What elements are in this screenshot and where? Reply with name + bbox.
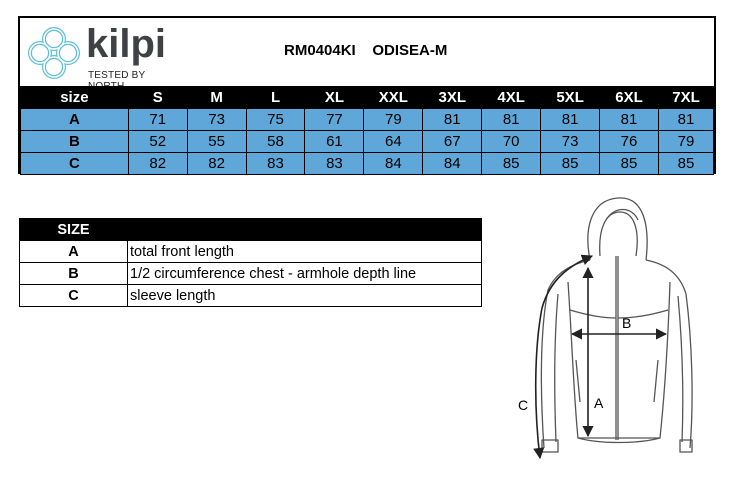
- size-col-header: XXL: [364, 87, 423, 109]
- list-item: [20, 263, 482, 285]
- size-header-row: [21, 87, 714, 109]
- legend-description: sleeve length: [128, 285, 482, 307]
- table-row: [21, 131, 714, 153]
- table-cell: 64: [364, 131, 423, 153]
- row-label: A: [21, 109, 129, 131]
- product-code: RM0404KI: [284, 42, 356, 59]
- table-cell: 85: [658, 153, 713, 175]
- table-cell: 85: [600, 153, 659, 175]
- header-band: [20, 18, 714, 86]
- legend-header-blank: [128, 219, 482, 241]
- table-cell: 76: [600, 131, 659, 153]
- table-cell: 82: [187, 153, 246, 175]
- table-cell: 52: [128, 131, 187, 153]
- table-cell: 79: [658, 131, 713, 153]
- size-col-header: 6XL: [600, 87, 659, 109]
- size-col-header: 3XL: [423, 87, 482, 109]
- table-cell: 81: [600, 109, 659, 131]
- table-cell: 75: [246, 109, 305, 131]
- size-col-header: 7XL: [658, 87, 713, 109]
- table-cell: 58: [246, 131, 305, 153]
- measure-b-label: B: [622, 315, 632, 331]
- table-cell: 67: [423, 131, 482, 153]
- legend-label: B: [20, 263, 128, 285]
- row-label: C: [21, 153, 129, 175]
- measure-c-label: C: [518, 397, 529, 413]
- table-cell: 61: [305, 131, 364, 153]
- table-cell: 82: [128, 153, 187, 175]
- legend-header: SIZE: [20, 219, 128, 241]
- measure-a-label: A: [594, 395, 604, 411]
- table-cell: 79: [364, 109, 423, 131]
- table-cell: 55: [187, 131, 246, 153]
- size-col-header: M: [187, 87, 246, 109]
- table-row: [21, 109, 714, 131]
- legend-label: C: [20, 285, 128, 307]
- size-col-header: XL: [305, 87, 364, 109]
- product-name: ODISEA-M: [372, 42, 448, 59]
- table-cell: 84: [423, 153, 482, 175]
- size-header-label: size: [21, 87, 129, 109]
- legend-description: 1/2 circumference chest - armhole depth line: [128, 263, 482, 285]
- product-title: [284, 42, 447, 59]
- measurement-legend: [19, 218, 482, 307]
- legend-label: A: [20, 241, 128, 263]
- legend-header-row: [20, 219, 482, 241]
- size-col-header: L: [246, 87, 305, 109]
- table-cell: 83: [246, 153, 305, 175]
- list-item: [20, 285, 482, 307]
- size-grid: [20, 86, 714, 175]
- jacket-diagram: [510, 190, 710, 470]
- table-cell: 83: [305, 153, 364, 175]
- brand-tagline: TESTED BY: [88, 70, 146, 81]
- table-cell: 73: [541, 131, 600, 153]
- table-cell: 81: [541, 109, 600, 131]
- table-cell: 85: [482, 153, 541, 175]
- jacket-outline: [541, 198, 692, 452]
- brand-wordmark: kilpi: [86, 22, 167, 66]
- size-col-header: 4XL: [482, 87, 541, 109]
- table-cell: 73: [187, 109, 246, 131]
- size-chart: [18, 16, 716, 174]
- legend-description: total front length: [128, 241, 482, 263]
- measure-c-arrow: [536, 256, 592, 458]
- table-cell: 81: [482, 109, 541, 131]
- table-cell: 77: [305, 109, 364, 131]
- table-cell: 84: [364, 153, 423, 175]
- list-item: [20, 241, 482, 263]
- size-col-header: 5XL: [541, 87, 600, 109]
- size-col-header: S: [128, 87, 187, 109]
- knot-icon: [24, 26, 84, 80]
- table-cell: 81: [658, 109, 713, 131]
- table-row: [21, 153, 714, 175]
- table-cell: 70: [482, 131, 541, 153]
- row-label: B: [21, 131, 129, 153]
- table-cell: 85: [541, 153, 600, 175]
- table-cell: 71: [128, 109, 187, 131]
- kilpi-logo: [24, 22, 184, 82]
- table-cell: 81: [423, 109, 482, 131]
